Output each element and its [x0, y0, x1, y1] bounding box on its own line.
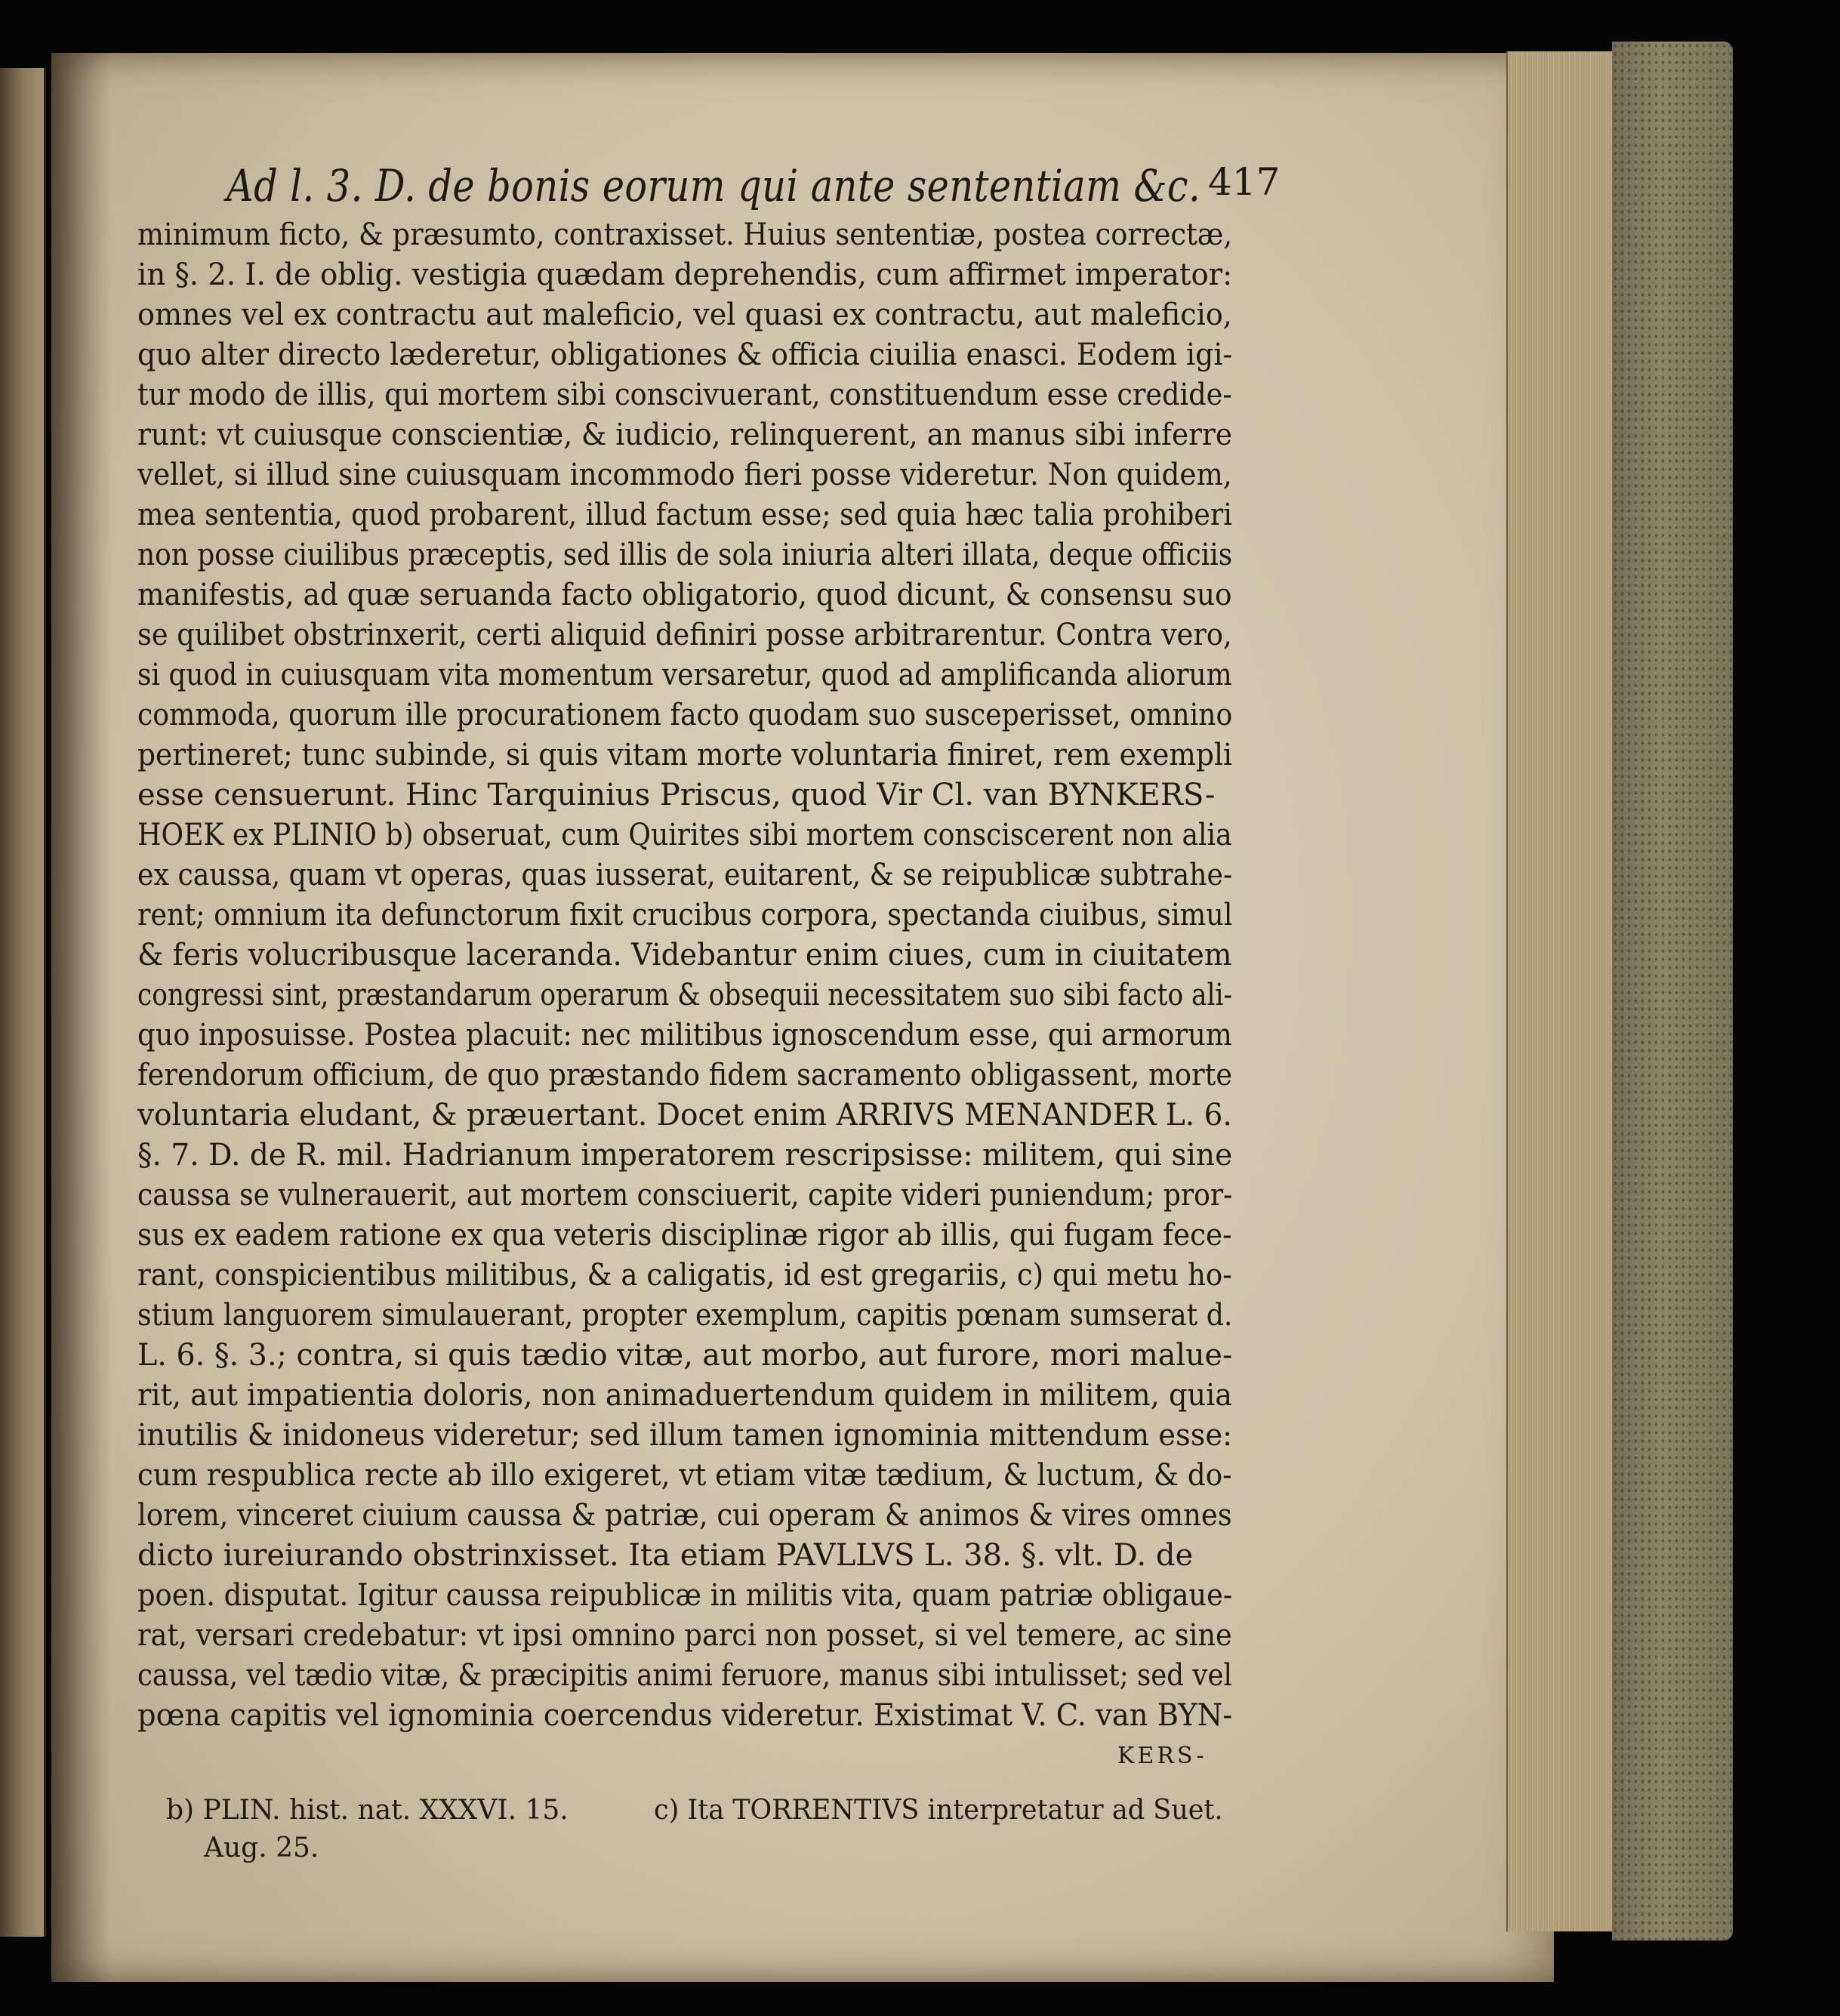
body-line: rant, conspicientibus militibus, & a caligatis, id est gregariis, c) qui metu ho-	[137, 1258, 1232, 1293]
body-line: inutilis & inidoneus videretur; sed illum tamen ignominia mittendum esse:	[137, 1418, 1232, 1453]
page-number: 417	[1208, 160, 1281, 204]
body-line: caussa, vel tædio vitæ, & præcipitis animi feruore, manus sibi intulisset; sed vel	[137, 1658, 1232, 1693]
footnote-b-continuation: Aug. 25.	[204, 1833, 319, 1863]
body-line: dicto iureiurando obstrinxisset. Ita etiam PAVLLVS L. 38. §. vlt. D. de	[137, 1538, 1194, 1573]
body-line: ferendorum officium, de quo præstando fidem sacramento obligassent, morte	[137, 1058, 1233, 1093]
body-line: & feris volucribusque laceranda. Videbantur enim ciues, cum in ciuitatem	[137, 938, 1232, 973]
body-line: voluntaria eludant, & præuertant. Docet enim ARRIVS MENANDER L. 6.	[137, 1098, 1232, 1133]
footnote-c: c) Ita TORRENTIVS interpretatur ad Suet.	[654, 1795, 1223, 1826]
body-line: si quod in cuiusquam vita momentum versaretur, quod ad amplificanda aliorum	[137, 658, 1232, 692]
body-line: rat, versari credebatur: vt ipsi omnino parci non posset, si vel temere, ac sine	[137, 1618, 1232, 1653]
body-line: mea sententia, quod probarent, illud factum esse; sed quia hæc talia prohiberi	[137, 498, 1232, 532]
body-line: lorem, vinceret ciuium caussa & patriæ, cui operam & animos & vires omnes	[137, 1498, 1232, 1533]
body-line: pertineret; tunc subinde, si quis vitam morte voluntaria finiret, rem exempli	[137, 738, 1233, 772]
running-title: Ad l. 3. D. de bonis eorum qui ante sententiam &c.	[227, 160, 1201, 211]
body-line: L. 6. §. 3.; contra, si quis tædio vitæ, aut morbo, aut furore, mori malue-	[137, 1338, 1233, 1373]
body-line: pœna capitis vel ignominia coercendus videretur. Existimat V. C. van BYN-	[137, 1698, 1233, 1733]
body-line: stium languorem simulauerant, propter exemplum, capitis pœnam sumserat d.	[137, 1298, 1233, 1333]
body-line: §. 7. D. de R. mil. Hadrianum imperatorem rescripsisse: militem, qui sine	[137, 1138, 1233, 1173]
footnote-b: b) PLIN. hist. nat. XXXVI. 15.	[166, 1795, 569, 1826]
catchword: KERS-	[1117, 1743, 1207, 1769]
body-line: rit, aut impatientia doloris, non animaduertendum quidem in militem, quia	[137, 1378, 1233, 1413]
body-line: quo alter directo læderetur, obligationes & officia ciuilia enasci. Eodem igi-	[137, 338, 1233, 372]
body-line: non posse ciuilibus præceptis, sed illis de sola iniuria alteri illata, deque officiis	[137, 538, 1233, 572]
body-line: in §. 2. I. de oblig. vestigia quædam deprehendis, cum affirmet imperator:	[137, 257, 1233, 292]
body-line: congressi sint, præstandarum operarum & obsequii necessitatem suo sibi facto ali-	[137, 978, 1233, 1013]
body-line: quo inposuisse. Postea placuit: nec militibus ignoscendum esse, qui armorum	[137, 1018, 1232, 1053]
body-line: esse censuerunt. Hinc Tarquinius Priscus, quod Vir Cl. van BYNKERS-	[137, 778, 1216, 812]
body-line: HOEK ex PLINIO b) obseruat, cum Quirites sibi mortem consciscerent non alia	[137, 818, 1232, 852]
body-line: caussa se vulnerauerit, aut mortem consciuerit, capite videri puniendum; pror-	[137, 1178, 1233, 1213]
body-line: sus ex eadem ratione ex qua veteris disciplinæ rigor ab illis, qui fugam fece-	[137, 1218, 1232, 1253]
body-line: minimum ficto, & præsumto, contraxisset. Huius sententiæ, postea correctæ,	[137, 217, 1233, 252]
body-line: omnes vel ex contractu aut maleficio, vel quasi ex contractu, aut maleficio,	[137, 297, 1232, 332]
body-line: vellet, si illud sine cuiusquam incommodo fieri posse videretur. Non quidem,	[137, 458, 1232, 492]
body-line: poen. disputat. Igitur caussa reipublicæ in militis vita, quam patriæ obligaue-	[137, 1578, 1233, 1613]
body-line: se quilibet obstrinxerit, certi aliquid definiri posse arbitrarentur. Contra vero,	[137, 618, 1232, 652]
body-line: manifestis, ad quæ seruanda facto obligatorio, quod dicunt, & consensu suo	[137, 578, 1232, 612]
body-line: ex caussa, quam vt operas, quas iusserat, euitarent, & se reipublicæ subtrahe-	[137, 858, 1233, 892]
body-line: tur modo de illis, qui mortem sibi conscivuerant, constituendum esse credide-	[137, 378, 1232, 412]
body-line: commoda, quorum ille procurationem facto quodam suo susceperisset, omnino	[137, 698, 1233, 732]
body-line: rent; omnium ita defunctorum fixit crucibus corpora, spectanda ciuibus, simul	[137, 898, 1233, 932]
body-line: runt: vt cuiusque conscientiæ, & iudicio, relinquerent, an manus sibi inferre	[137, 418, 1233, 452]
body-line: cum respublica recte ab illo exigeret, vt etiam vitæ tædium, & luctum, & do-	[137, 1458, 1232, 1493]
